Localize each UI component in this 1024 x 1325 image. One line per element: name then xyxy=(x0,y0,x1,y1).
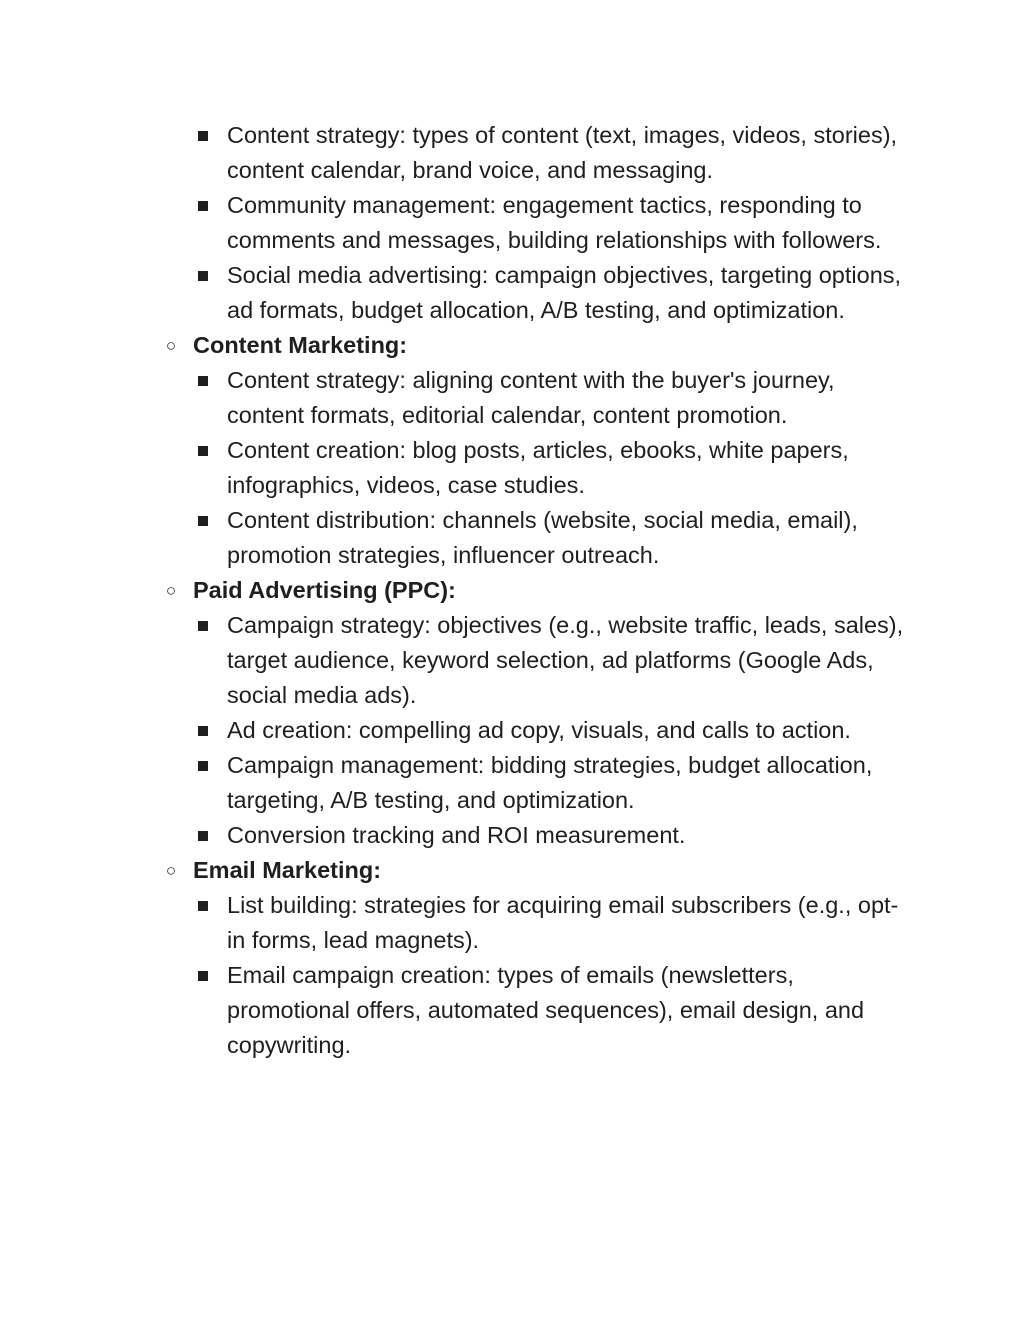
list-item xyxy=(0,433,1024,503)
list-item xyxy=(0,188,1024,258)
section-heading-text: Paid Advertising (PPC): xyxy=(193,577,456,603)
section-heading xyxy=(0,328,1024,363)
sub-list xyxy=(0,608,1024,853)
list-item-text: Social media advertising: campaign objectives, targeting options, ad formats, budget allocation, A/B testing, and optimization. xyxy=(227,262,902,323)
list-item xyxy=(0,713,1024,748)
section-heading-text: Email Marketing: xyxy=(193,857,382,883)
list-item-text: Campaign management: bidding strategies, budget allocation, targeting, A/B testing, and optimization. xyxy=(227,752,873,813)
square-bullet-icon xyxy=(198,831,208,841)
section-content-marketing xyxy=(0,328,1024,573)
list-item-text: Conversion tracking and ROI measurement. xyxy=(227,822,686,848)
section-heading xyxy=(0,853,1024,888)
square-bullet-icon xyxy=(198,901,208,911)
section-social-media-continued xyxy=(0,118,1024,328)
list-item-text: Content creation: blog posts, articles, ebooks, white papers, infographics, videos, case studies. xyxy=(227,437,849,498)
square-bullet-icon xyxy=(198,446,208,456)
document-body xyxy=(0,118,1024,1063)
list-item xyxy=(0,958,1024,1063)
square-bullet-icon xyxy=(198,761,208,771)
section-heading-text: Content Marketing: xyxy=(193,332,408,358)
list-item xyxy=(0,888,1024,958)
section-email-marketing xyxy=(0,853,1024,1063)
square-bullet-icon xyxy=(198,726,208,736)
square-bullet-icon xyxy=(198,271,208,281)
outline-list xyxy=(0,118,1024,1063)
section-paid-advertising xyxy=(0,573,1024,853)
circle-bullet-icon: ○ xyxy=(165,336,177,355)
list-item xyxy=(0,118,1024,188)
list-item-text: Content strategy: types of content (text, images, videos, stories), content calendar, brand voice, and messaging. xyxy=(227,122,898,183)
list-item-text: Ad creation: compelling ad copy, visuals, and calls to action. xyxy=(227,717,851,743)
sub-list xyxy=(0,888,1024,1063)
sub-list xyxy=(0,118,1024,328)
sub-list xyxy=(0,363,1024,573)
list-item-text: Campaign strategy: objectives (e.g., website traffic, leads, sales), target audience, keyword selection, ad platforms (Google Ads, social media ads). xyxy=(227,612,904,708)
list-item xyxy=(0,608,1024,713)
square-bullet-icon xyxy=(198,971,208,981)
square-bullet-icon xyxy=(198,621,208,631)
square-bullet-icon xyxy=(198,131,208,141)
list-item-text: Content strategy: aligning content with the buyer's journey, content formats, editorial calendar, content promotion. xyxy=(227,367,835,428)
circle-bullet-icon: ○ xyxy=(165,581,177,600)
list-item-text: Content distribution: channels (website, social media, email), promotion strategies, influencer outreach. xyxy=(227,507,858,568)
list-item xyxy=(0,363,1024,433)
square-bullet-icon xyxy=(198,516,208,526)
square-bullet-icon xyxy=(198,376,208,386)
list-item xyxy=(0,503,1024,573)
square-bullet-icon xyxy=(198,201,208,211)
section-heading xyxy=(0,573,1024,608)
list-item-text: Community management: engagement tactics, responding to comments and messages, building relationships with followers. xyxy=(227,192,882,253)
list-item-text: Email campaign creation: types of emails (newsletters, promotional offers, automated sequences), email design, and copywriting. xyxy=(227,962,865,1058)
circle-bullet-icon: ○ xyxy=(165,861,177,880)
list-item-text: List building: strategies for acquiring email subscribers (e.g., opt-in forms, lead magnets). xyxy=(227,892,899,953)
list-item xyxy=(0,748,1024,818)
list-item xyxy=(0,258,1024,328)
list-item xyxy=(0,818,1024,853)
